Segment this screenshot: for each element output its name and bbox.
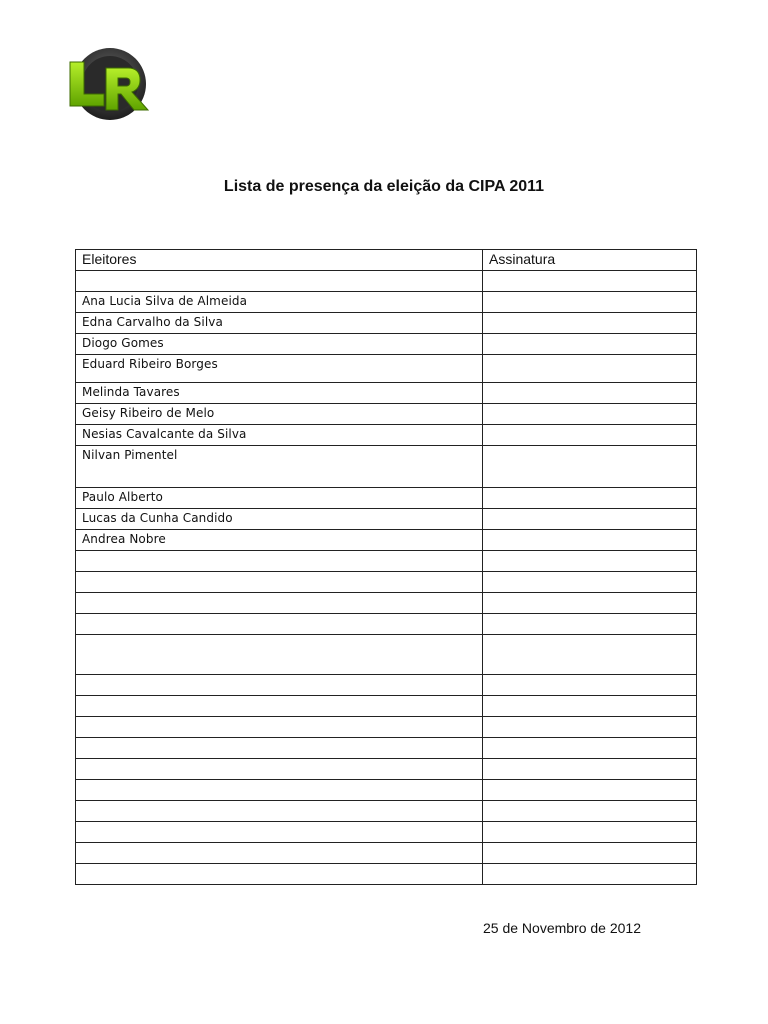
signature-cell <box>483 271 697 292</box>
signature-cell <box>483 530 697 551</box>
voter-name-cell: Eduard Ribeiro Borges <box>76 355 483 383</box>
signature-cell <box>483 864 697 885</box>
voter-name-cell <box>76 551 483 572</box>
signature-cell <box>483 292 697 313</box>
table-row <box>76 864 697 885</box>
signature-cell <box>483 843 697 864</box>
table-row <box>76 635 697 675</box>
voter-name-cell: Melinda Tavares <box>76 383 483 404</box>
header-voters: Eleitores <box>76 250 483 271</box>
table-row <box>76 509 697 530</box>
table-row <box>76 446 697 488</box>
table-row <box>76 551 697 572</box>
signature-cell <box>483 614 697 635</box>
voter-name-cell <box>76 822 483 843</box>
table-row <box>76 696 697 717</box>
table-row <box>76 530 697 551</box>
signature-cell <box>483 334 697 355</box>
table-row <box>76 383 697 404</box>
voter-name-cell <box>76 864 483 885</box>
voter-name-cell <box>76 635 483 675</box>
voter-name-cell: Edna Carvalho da Silva <box>76 313 483 334</box>
voter-name-cell <box>76 614 483 635</box>
signature-cell <box>483 717 697 738</box>
signature-cell <box>483 551 697 572</box>
table-row <box>76 759 697 780</box>
voter-name-cell <box>76 572 483 593</box>
table-row <box>76 738 697 759</box>
signature-cell <box>483 383 697 404</box>
voter-name-cell <box>76 780 483 801</box>
company-logo <box>64 44 152 126</box>
attendance-table <box>75 249 697 885</box>
voter-name-cell <box>76 593 483 614</box>
voter-name-cell <box>76 801 483 822</box>
signature-cell <box>483 509 697 530</box>
voter-name-cell: Geisy Ribeiro de Melo <box>76 404 483 425</box>
signature-cell <box>483 488 697 509</box>
table-header-row <box>76 250 697 271</box>
voter-name-cell <box>76 738 483 759</box>
voter-name-cell <box>76 717 483 738</box>
table-row <box>76 717 697 738</box>
signature-cell <box>483 696 697 717</box>
table-row <box>76 271 697 292</box>
table-row <box>76 675 697 696</box>
header-signature: Assinatura <box>483 250 697 271</box>
voter-name-cell: Paulo Alberto <box>76 488 483 509</box>
voter-name-cell <box>76 843 483 864</box>
table-row <box>76 334 697 355</box>
table-row <box>76 801 697 822</box>
table-row <box>76 292 697 313</box>
voter-name-cell: Nilvan Pimentel <box>76 446 483 488</box>
table-row <box>76 313 697 334</box>
voter-name-cell: Ana Lucia Silva de Almeida <box>76 292 483 313</box>
voter-name-cell <box>76 696 483 717</box>
table-row <box>76 488 697 509</box>
voter-name-cell: Andrea Nobre <box>76 530 483 551</box>
voter-name-cell: Lucas da Cunha Candido <box>76 509 483 530</box>
signature-cell <box>483 404 697 425</box>
document-date: 25 de Novembro de 2012 <box>483 920 641 936</box>
signature-cell <box>483 593 697 614</box>
table-row <box>76 780 697 801</box>
signature-cell <box>483 675 697 696</box>
table-row <box>76 614 697 635</box>
signature-cell <box>483 759 697 780</box>
signature-cell <box>483 313 697 334</box>
signature-cell <box>483 780 697 801</box>
signature-cell <box>483 355 697 383</box>
table-row <box>76 572 697 593</box>
table-row <box>76 843 697 864</box>
signature-cell <box>483 635 697 675</box>
table-row <box>76 355 697 383</box>
voter-name-cell <box>76 675 483 696</box>
signature-cell <box>483 822 697 843</box>
table-row <box>76 404 697 425</box>
lr-logo-icon <box>64 44 152 126</box>
signature-cell <box>483 801 697 822</box>
signature-cell <box>483 425 697 446</box>
table-row <box>76 425 697 446</box>
voter-name-cell: Nesias Cavalcante da Silva <box>76 425 483 446</box>
voter-name-cell <box>76 271 483 292</box>
table-row <box>76 822 697 843</box>
signature-cell <box>483 572 697 593</box>
voter-name-cell: Diogo Gomes <box>76 334 483 355</box>
signature-cell <box>483 446 697 488</box>
page-title: Lista de presença da eleição da CIPA 2011 <box>223 178 545 195</box>
table-row <box>76 593 697 614</box>
voter-name-cell <box>76 759 483 780</box>
signature-cell <box>483 738 697 759</box>
